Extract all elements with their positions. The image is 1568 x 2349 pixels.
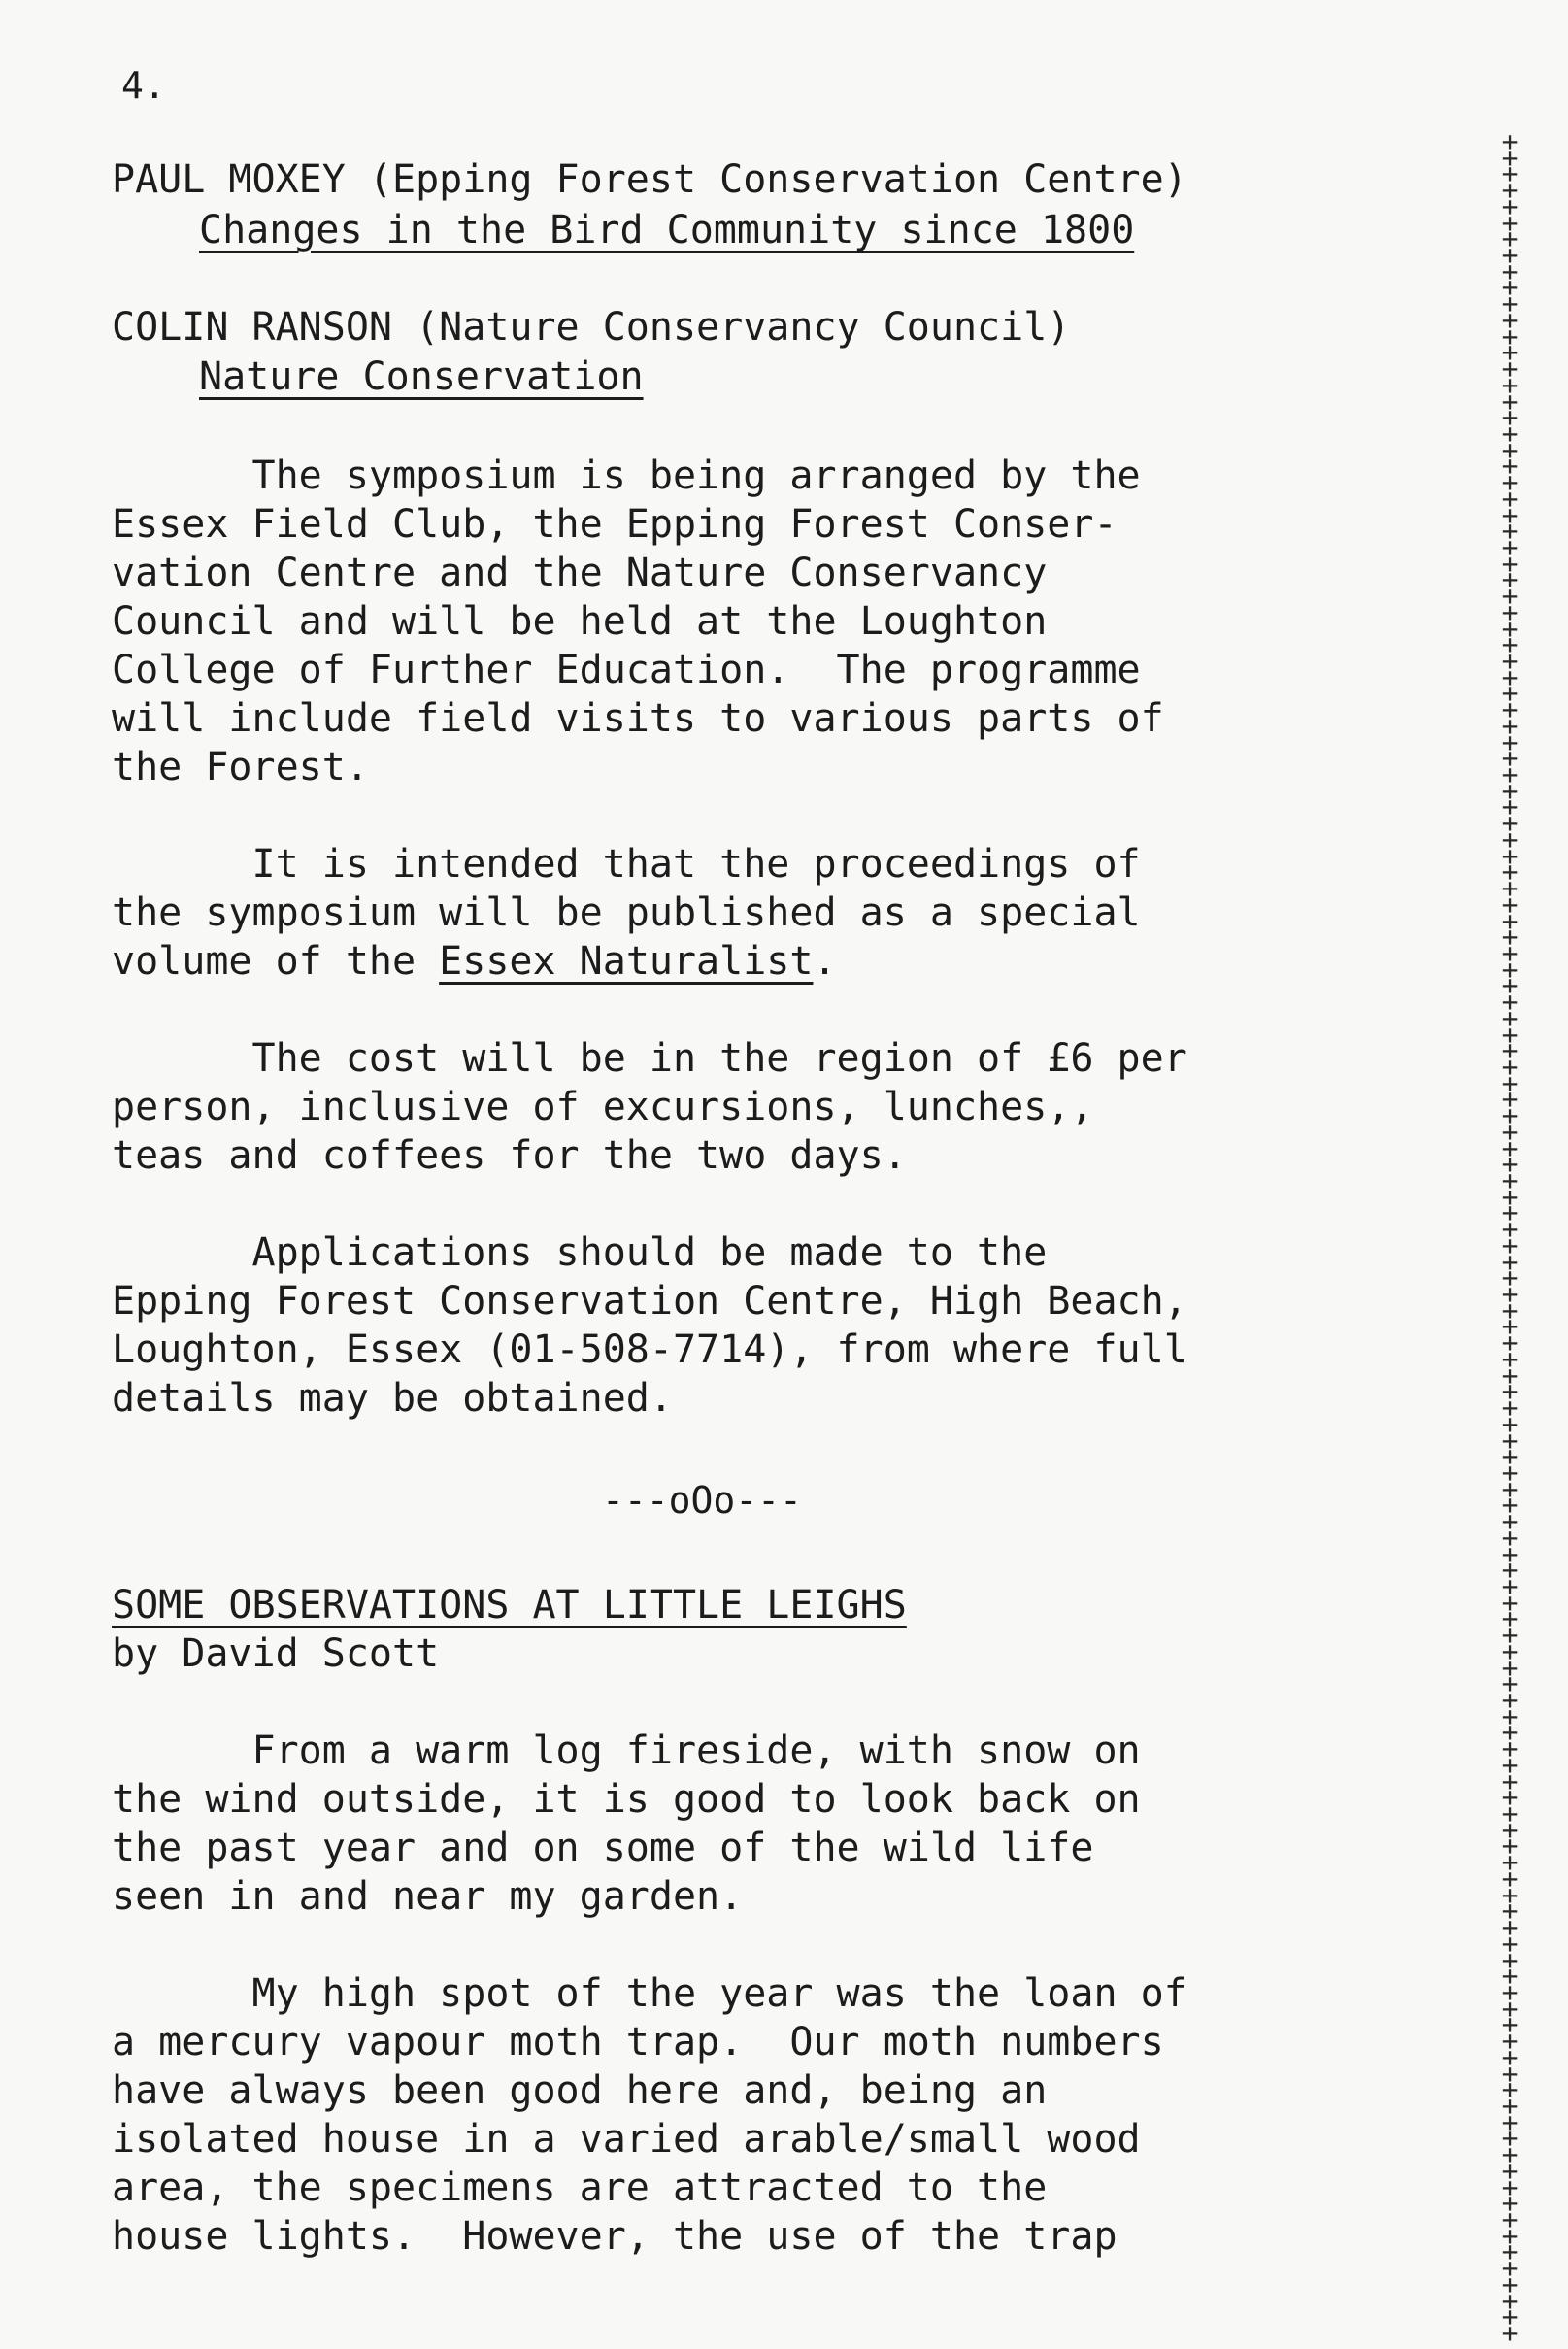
paragraph-cost: The cost will be in the region of £6 per person, inclusive of excursions, lunches,, teas and coffees for the two days. bbox=[112, 1036, 1187, 1178]
article-title: SOME OBSERVATIONS AT LITTLE LEIGHS bbox=[112, 1583, 907, 1628]
paragraph-fireside: From a warm log fireside, with snow on the wind outside, it is good to look back on the past year and on some of the wild life seen in and near my garden. bbox=[112, 1728, 1141, 1919]
speaker-2-talk-title: Nature Conservation bbox=[199, 354, 644, 399]
paragraph-proceedings bbox=[112, 840, 1451, 986]
paragraph-proceedings-text: It is intended that the proceedings of the symposium will be published as a special volume of the bbox=[112, 842, 1141, 984]
speaker-1-name: PAUL MOXEY (Epping Forest Conservation Centre) bbox=[112, 157, 1187, 202]
publication-title: Essex Naturalist bbox=[439, 939, 814, 984]
speaker-2-name: COLIN RANSON (Nature Conservancy Council) bbox=[112, 305, 1071, 350]
paragraph-applications: Applications should be made to the Epping Forest Conservation Centre, High Beach, Loughton, Essex (01-508-7714), from where full details may be obtained. bbox=[112, 1230, 1187, 1421]
margin-plus-marks: + + + + + + + + + + + + + + + + + + + + + + + + + + + + + + + + + + + + + + + + + + + + + + + + + + + + + + + + + + + + + + + + + + + + + + + + + + + + + + + + + + + + + + + + + + + + + + + + + + + + + + + + + + + + + + + + + + + + + + + + + + + + + + + + + + + + + + + + bbox=[1501, 125, 1518, 2349]
page-number: 4. bbox=[121, 64, 166, 107]
speaker-1-talk-title: Changes in the Bird Community since 1800 bbox=[199, 208, 1135, 252]
section-separator: ---oOo--- bbox=[602, 1479, 802, 1522]
paragraph-proceedings-end: . bbox=[813, 939, 837, 984]
paragraph-moth-trap: My high spot of the year was the loan of a mercury vapour moth trap. Our moth numbers have always been good here and, being an isolated house in a varied arable/small wood area, the specimens are attracted to the house lights. However, the use of the trap bbox=[112, 1971, 1187, 2259]
article-byline: by David Scott bbox=[112, 1631, 440, 1676]
paragraph-symposium-arrangement: The symposium is being arranged by the Essex Field Club, the Epping Forest Conser- vation Centre and the Nature Conservancy Council and will be held at the Loughton College of Further Education. The programme will include field visits to various parts of the Forest. bbox=[112, 453, 1164, 789]
